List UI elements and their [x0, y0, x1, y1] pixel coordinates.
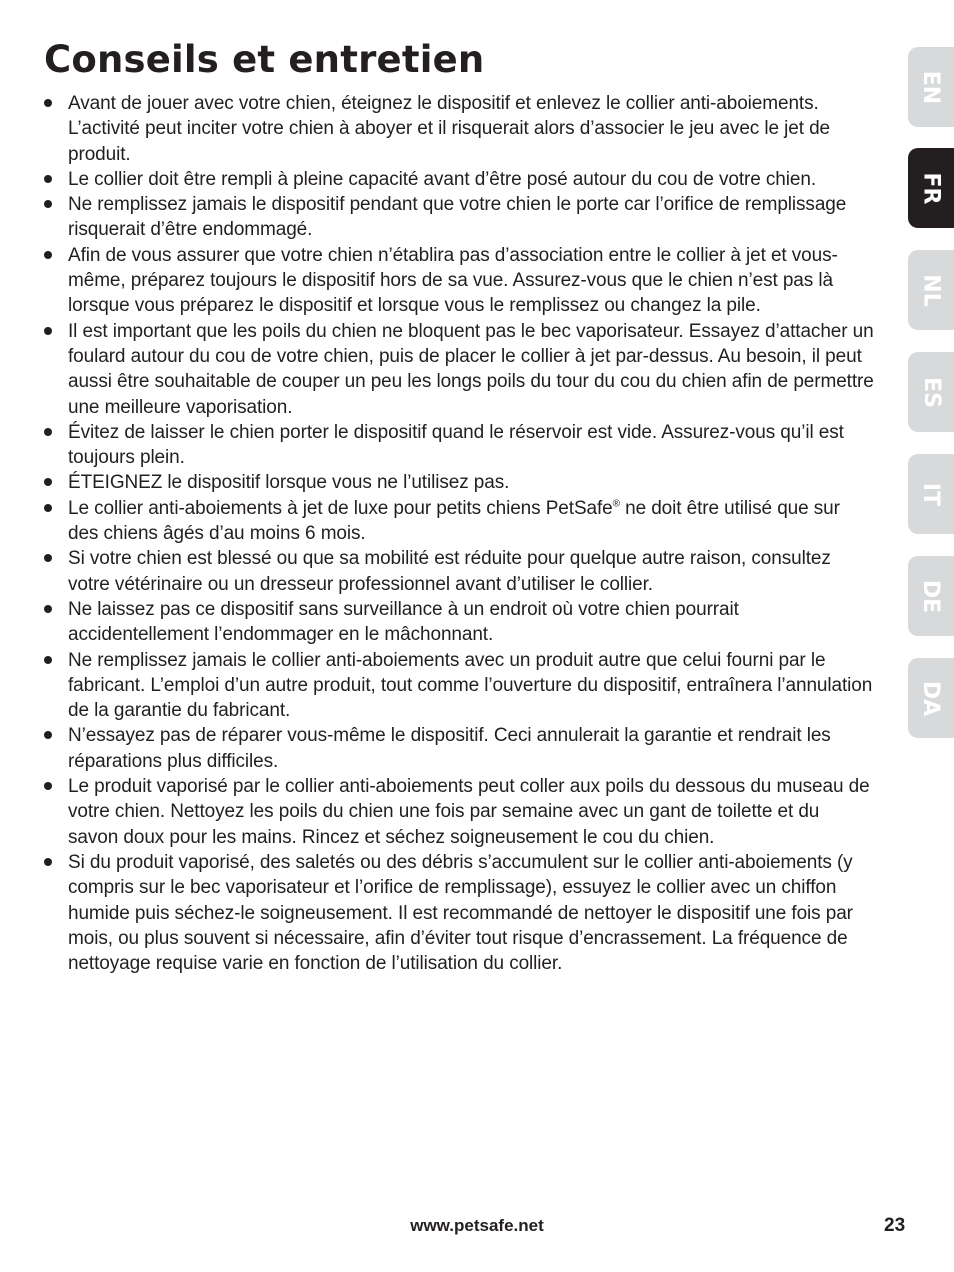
list-item-text: Si votre chien est blessé ou que sa mobilité est réduite pour quelque autre raison, consultez votre vétérinaire ou un dresseur professionnel avant d’utiliser le collier. — [68, 548, 831, 595]
bullet-icon — [44, 605, 52, 613]
list-item — [44, 597, 874, 648]
tab-de[interactable] — [908, 556, 954, 636]
footer-url: www.petsafe.net — [410, 1216, 544, 1235]
tab-label: NL — [918, 273, 944, 307]
tab-label: DE — [918, 579, 944, 613]
tab-label: ES — [918, 376, 944, 408]
list-item — [44, 319, 874, 420]
list-item-text: ÉTEIGNEZ le dispositif lorsque vous ne l’utilisez pas. — [68, 472, 510, 494]
tips-list — [44, 91, 874, 976]
list-item-text: N’essayez pas de réparer vous-même le dispositif. Ceci annulerait la garantie et rendrait les réparations plus difficiles. — [68, 725, 831, 772]
bullet-icon — [44, 99, 52, 107]
bullet-icon — [44, 782, 52, 790]
bullet-icon — [44, 175, 52, 183]
list-item — [44, 496, 874, 547]
bullet-icon — [44, 327, 52, 335]
list-item-text: Ne remplissez jamais le dispositif pendant que votre chien le porte car l’orifice de remplissage risquerait d’être endommagé. — [68, 194, 847, 241]
list-item-text: Ne laissez pas ce dispositif sans surveillance à un endroit où votre chien pourrait accidentellement l’endommager en le mâchonnant. — [68, 598, 739, 646]
list-item-text: Avant de jouer avec votre chien, éteignez le dispositif et enlevez le collier anti-aboiements. L’activité peut inciter votre chien à aboyer et il risquerait alors d’associer le jeu avec le jet de produit. — [68, 93, 831, 165]
list-item — [44, 546, 874, 597]
bullet-icon — [44, 858, 52, 866]
tab-en[interactable] — [908, 47, 954, 127]
list-item — [44, 648, 874, 724]
list-item — [44, 850, 874, 976]
bullet-icon — [44, 656, 52, 664]
list-item-text: Il est important que les poils du chien ne bloquent pas le bec vaporisateur. Essayez d’attacher un foulard autour du cou de votre chien, puis de placer le collier à jet par-dessus. Au besoin, il peut aussi être souhaitable de couper un peu les longs poils du tour du cou du chien afin de permettre une meilleure vaporisation. — [68, 320, 874, 418]
list-item-text-part: ne doit être utilisé que sur des chiens âgés d’au moins 6 mois. — [68, 497, 840, 545]
tab-da[interactable] — [908, 658, 954, 738]
bullet-icon — [44, 478, 52, 486]
page-title: Conseils et entretien — [44, 38, 485, 81]
page-number: 23 — [884, 1215, 906, 1236]
list-item — [44, 243, 874, 319]
bullet-icon — [44, 200, 52, 208]
list-item-text — [68, 498, 840, 544]
tab-label: EN — [918, 70, 944, 104]
tab-label: FR — [918, 172, 944, 204]
bullet-icon — [44, 428, 52, 436]
list-item — [44, 91, 874, 167]
bullet-icon — [44, 504, 52, 512]
list-item-text: Si du produit vaporisé, des saletés ou des débris s’accumulent sur le collier anti-aboiements (y compris sur le bec vaporisateur et l’orifice de remplissage), essuyez le collier avec un chiffon humide puis séchez-le soigneusement. Il est recommandé de nettoyer le dispositif une fois par mois, ou plus souvent si nécessaire, afin d’éviter tout risque d’encrassement. La fréquence de nettoyage requise varie en fonction de l’utilisation du collier. — [68, 851, 853, 975]
tab-fr[interactable] — [908, 148, 954, 228]
list-item — [44, 470, 874, 495]
list-item-text: Afin de vous assurer que votre chien n’établira pas d’association entre le collier à jet et vous-même, préparez toujours le dispositif hors de sa vue. Assurez-vous que le chien n’est pas là lorsque vous préparez le dispositif et lorsque vous le remplissez ou changez la pile. — [68, 244, 838, 317]
list-item-text: Le produit vaporisé par le collier anti-aboiements peut coller aux poils du dessous du museau de votre chien. Nettoyez les poils du chien une fois par semaine avec un gant de toilette et du savon doux pour les mains. Rincez et séchez soigneusement le cou du chien. — [68, 776, 870, 848]
tab-it[interactable] — [908, 454, 954, 534]
list-item — [44, 192, 874, 243]
list-item — [44, 774, 874, 850]
tab-nl[interactable] — [908, 250, 954, 330]
list-item-text: Ne remplissez jamais le collier anti-aboiements avec un produit autre que celui fourni par le fabricant. L’emploi d’un autre produit, tout comme l’ouverture du dispositif, entraînera l’annulation de la garantie du fabricant. — [68, 649, 873, 722]
bullet-icon — [44, 731, 52, 739]
list-item — [44, 723, 874, 774]
list-item-text: Le collier doit être rempli à pleine capacité avant d’être posé autour du cou de votre chien. — [68, 168, 816, 190]
list-item-text: Évitez de laisser le chien porter le dispositif quand le réservoir est vide. Assurez-vous qu’il est toujours plein. — [68, 421, 844, 469]
tab-es[interactable] — [908, 352, 954, 432]
tab-label: IT — [918, 482, 944, 506]
bullet-icon — [44, 251, 52, 259]
list-item-text-part: Le collier anti-aboiements à jet de luxe pour petits chiens PetSafe — [68, 497, 613, 519]
registered-mark: ® — [612, 498, 620, 510]
tab-label: DA — [918, 680, 944, 716]
bullet-icon — [44, 554, 52, 562]
list-item — [44, 420, 874, 471]
list-item — [44, 167, 874, 192]
